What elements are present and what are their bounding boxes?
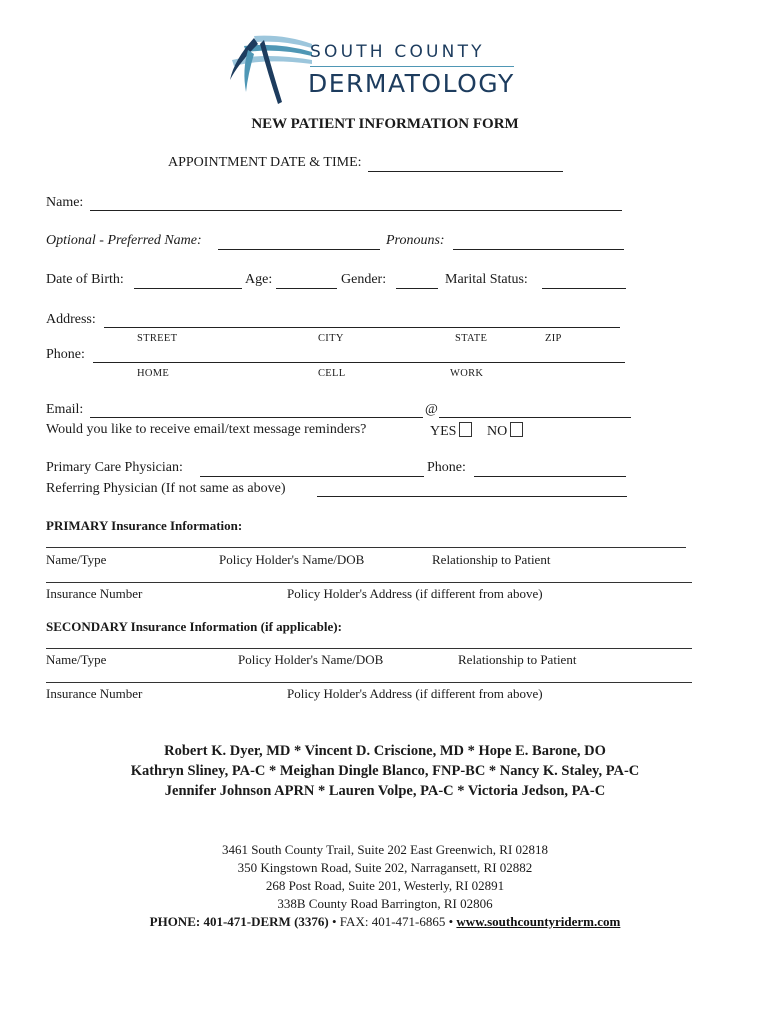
logo-divider [310, 66, 514, 67]
yes-checkbox[interactable] [459, 422, 472, 437]
address-city-caption: CITY [318, 333, 344, 344]
name-field[interactable] [90, 210, 622, 211]
appointment-field[interactable] [368, 171, 563, 172]
contact-bullet-1: • [331, 914, 337, 929]
logo-line1: SOUTH COUNTY [310, 42, 485, 62]
primary-holder-address: Policy Holder's Address (if different from above) [287, 586, 543, 601]
no-checkbox[interactable] [510, 422, 523, 437]
address-field[interactable] [104, 327, 620, 328]
pcp-phone-field[interactable] [474, 476, 626, 477]
dob-label: Date of Birth: [46, 272, 124, 287]
primary-name-type: Name/Type [46, 552, 107, 567]
referring-field[interactable] [317, 496, 627, 497]
form-title: NEW PATIENT INFORMATION FORM [251, 116, 519, 132]
location-4: 338B County Road Barrington, RI 02806 [277, 896, 493, 911]
reminders-yes-option[interactable] [430, 422, 472, 440]
no-label: NO [487, 424, 508, 439]
age-field[interactable] [276, 288, 337, 289]
referring-label: Referring Physician (If not same as above) [46, 481, 286, 496]
email-domain-field[interactable] [439, 417, 631, 418]
secondary-row1-line[interactable] [46, 648, 692, 649]
phone-cell-caption: CELL [318, 368, 346, 379]
secondary-row2-line[interactable] [46, 682, 692, 683]
primary-holder-name-dob: Policy Holder's Name/DOB [219, 552, 365, 567]
marital-field[interactable] [542, 288, 626, 289]
email-user-field[interactable] [90, 417, 423, 418]
secondary-holder-address: Policy Holder's Address (if different from above) [287, 686, 543, 701]
email-label: Email: [46, 402, 84, 417]
pcp-field[interactable] [200, 476, 424, 477]
logo-line2: DERMATOLOGY [308, 69, 515, 98]
reminders-question: Would you like to receive email/text message reminders? [46, 422, 367, 437]
phone-field[interactable] [93, 362, 625, 363]
location-2: 350 Kingstown Road, Suite 202, Narragansett, RI 02882 [237, 860, 533, 875]
gender-field[interactable] [396, 288, 438, 289]
logo-mark-icon [224, 30, 314, 110]
address-street-caption: STREET [137, 333, 178, 344]
phone-label: Phone: [46, 347, 85, 362]
address-zip-caption: ZIP [545, 333, 562, 344]
location-3: 268 Post Road, Suite 201, Westerly, RI 02891 [265, 878, 505, 893]
primary-insurance-heading: PRIMARY Insurance Information: [46, 518, 243, 533]
appointment-label: APPOINTMENT DATE & TIME: [168, 155, 362, 170]
preferred-name-field[interactable] [218, 249, 380, 250]
marital-label: Marital Status: [445, 272, 528, 287]
website-link[interactable]: www.southcountyriderm.com [456, 914, 621, 929]
gender-label: Gender: [341, 272, 387, 287]
dob-field[interactable] [134, 288, 242, 289]
pcp-label: Primary Care Physician: [46, 460, 183, 475]
phone-home-caption: HOME [137, 368, 170, 379]
address-label: Address: [46, 312, 96, 327]
address-state-caption: STATE [455, 333, 488, 344]
secondary-name-type: Name/Type [46, 652, 107, 667]
secondary-holder-name-dob: Policy Holder's Name/DOB [238, 652, 384, 667]
primary-row2-line[interactable] [46, 582, 692, 583]
secondary-insurance-heading: SECONDARY Insurance Information (if applicable): [46, 619, 342, 634]
preferred-name-label: Optional - Preferred Name: [46, 233, 202, 248]
providers-line-1: Robert K. Dyer, MD * Vincent D. Criscione, MD * Hope E. Barone, DO [164, 743, 606, 759]
primary-insurance-number: Insurance Number [46, 586, 143, 601]
logo [224, 30, 524, 110]
pronouns-field[interactable] [453, 249, 624, 250]
secondary-insurance-number: Insurance Number [46, 686, 143, 701]
contact-line [0, 914, 770, 930]
secondary-relationship: Relationship to Patient [458, 652, 577, 667]
contact-phone: PHONE: 401-471-DERM (3376) [149, 914, 329, 929]
providers-line-2: Kathryn Sliney, PA-C * Meighan Dingle Blanco, FNP-BC * Nancy K. Staley, PA-C [130, 763, 640, 779]
pcp-phone-label: Phone: [427, 460, 466, 475]
phone-work-caption: WORK [450, 368, 484, 379]
contact-bullet-2: • [448, 914, 454, 929]
name-label: Name: [46, 195, 84, 210]
pronouns-label: Pronouns: [386, 233, 445, 248]
primary-row1-line[interactable] [46, 547, 686, 548]
age-label: Age: [245, 272, 273, 287]
primary-relationship: Relationship to Patient [432, 552, 551, 567]
contact-fax: FAX: 401-471-6865 [339, 914, 446, 929]
reminders-no-option[interactable] [487, 422, 523, 440]
location-1: 3461 South County Trail, Suite 202 East Greenwich, RI 02818 [221, 842, 549, 857]
email-at: @ [425, 402, 438, 417]
yes-label: YES [430, 424, 457, 439]
providers-line-3: Jennifer Johnson APRN * Lauren Volpe, PA-C * Victoria Jedson, PA-C [164, 783, 606, 799]
